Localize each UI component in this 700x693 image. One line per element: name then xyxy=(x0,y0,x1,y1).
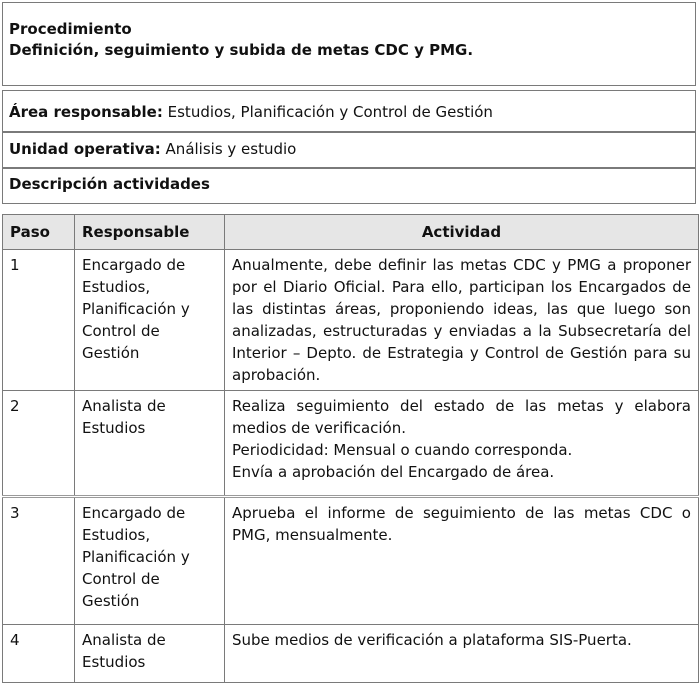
responsable-cell: Encargado de Estudios, Planificación y Control de Gestión xyxy=(75,250,225,391)
responsable-cell: Analista de Estudios xyxy=(75,625,225,683)
activities-table xyxy=(2,214,699,683)
table-row xyxy=(3,497,699,625)
paso-cell: 2 xyxy=(3,391,75,497)
paso-cell: 4 xyxy=(3,625,75,683)
table-header-row xyxy=(3,215,699,250)
unidad-value: Análisis y estudio xyxy=(165,140,297,158)
descripcion-row xyxy=(2,168,696,204)
area-row xyxy=(2,90,696,132)
unidad-row xyxy=(2,132,696,168)
actividad-cell xyxy=(225,625,699,683)
paso-cell: 1 xyxy=(3,250,75,391)
header-actividad: Actividad xyxy=(225,215,699,250)
actividad-line: Periodicidad: Mensual o cuando corresponda. xyxy=(232,441,573,459)
actividad-line: Anualmente, debe definir las metas CDC y PMG a proponer por el Diario Oficial. Para ello, participan los Encargados de las distintas áreas, proponiendo ideas, las que luego son analizadas, estructuradas y enviadas a la Subsecretaría del Interior – Depto. de Estrategia y Control de Gestión para su aprobación. xyxy=(232,256,691,384)
table-row xyxy=(3,625,699,683)
table-row xyxy=(3,391,699,497)
actividad-cell xyxy=(225,497,699,625)
header-responsable: Responsable xyxy=(75,215,225,250)
procedure-document xyxy=(2,2,698,690)
actividad-cell xyxy=(225,391,699,497)
actividad-line: Aprueba el informe de seguimiento de las metas CDC o PMG, mensualmente. xyxy=(232,504,691,544)
actividad-line: Sube medios de verificación a plataforma SIS-Puerta. xyxy=(232,631,632,649)
descripcion-label: Descripción actividades xyxy=(9,175,210,193)
procedure-label: Procedimiento xyxy=(9,20,132,38)
actividad-line: Envía a aprobación del Encargado de área. xyxy=(232,463,555,481)
table-row xyxy=(3,250,699,391)
responsable-cell: Analista de Estudios xyxy=(75,391,225,497)
area-label: Área responsable: xyxy=(9,103,163,121)
area-value: Estudios, Planificación y Control de Gestión xyxy=(167,103,493,121)
procedure-header xyxy=(2,2,696,86)
paso-cell: 3 xyxy=(3,497,75,625)
actividad-cell xyxy=(225,250,699,391)
unidad-label: Unidad operativa: xyxy=(9,140,161,158)
header-paso: Paso xyxy=(3,215,75,250)
responsable-cell: Encargado de Estudios, Planificación y Control de Gestión xyxy=(75,497,225,625)
actividad-line: Realiza seguimiento del estado de las metas y elabora medios de verificación. xyxy=(232,397,691,437)
procedure-title: Definición, seguimiento y subida de metas CDC y PMG. xyxy=(9,41,474,59)
